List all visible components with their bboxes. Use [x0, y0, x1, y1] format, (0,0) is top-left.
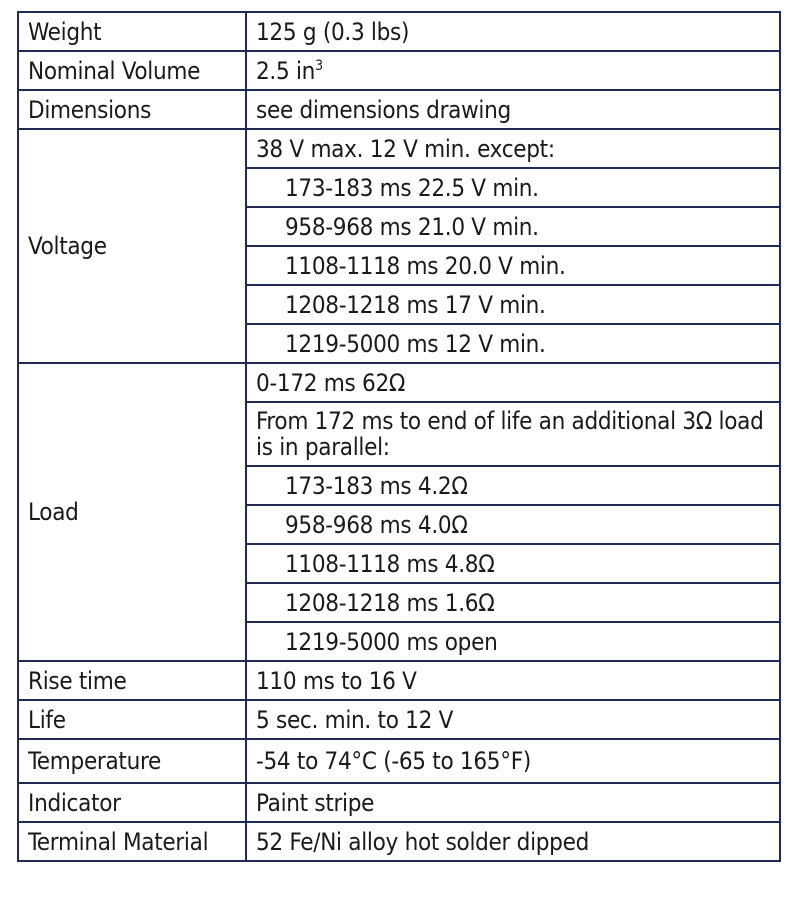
spec-label-rise-time: Rise time — [18, 661, 246, 700]
spec-label-terminal-material: Terminal Material — [18, 822, 246, 861]
spec-value-temperature: -54 to 74°C (-65 to 165°F) — [246, 739, 780, 783]
table-row — [18, 90, 780, 129]
voltage-value-line: 173-183 ms 22.5 V min. — [246, 168, 780, 207]
table-row — [18, 12, 780, 51]
load-value-line: 0-172 ms 62Ω — [246, 363, 780, 402]
voltage-value-line: 38 V max. 12 V min. except: — [246, 129, 780, 168]
spec-label-life: Life — [18, 700, 246, 739]
spec-label-indicator: Indicator — [18, 783, 246, 822]
table-row — [18, 129, 780, 168]
table-row — [18, 822, 780, 861]
spec-value-terminal-material: 52 Fe/Ni alloy hot solder dipped — [246, 822, 780, 861]
voltage-value-line: 1108-1118 ms 20.0 V min. — [246, 246, 780, 285]
table-row — [18, 783, 780, 822]
spec-value-dimensions: see dimensions drawing — [246, 90, 780, 129]
spec-label-weight: Weight — [18, 12, 246, 51]
voltage-value-line: 1208-1218 ms 17 V min. — [246, 285, 780, 324]
cubic-superscript: 3 — [315, 57, 323, 74]
table-row — [18, 700, 780, 739]
load-value-line: From 172 ms to end of life an additional 3Ω load is in parallel: — [246, 402, 780, 466]
voltage-value-line: 1219-5000 ms 12 V min. — [246, 324, 780, 363]
load-value-line: 173-183 ms 4.2Ω — [246, 466, 780, 505]
nominal-volume-value: 2.5 in — [256, 56, 316, 85]
spec-value-rise-time: 110 ms to 16 V — [246, 661, 780, 700]
spec-label-voltage: Voltage — [18, 129, 246, 363]
spec-label-temperature: Temperature — [18, 739, 246, 783]
spec-value-nominal-volume — [246, 51, 780, 90]
load-value-line: 1208-1218 ms 1.6Ω — [246, 583, 780, 622]
spec-value-weight: 125 g (0.3 lbs) — [246, 12, 780, 51]
load-value-line: 1219-5000 ms open — [246, 622, 780, 661]
table-row — [18, 363, 780, 402]
table-row — [18, 739, 780, 783]
table-row — [18, 661, 780, 700]
spec-label-nominal-volume: Nominal Volume — [18, 51, 246, 90]
spec-label-dimensions: Dimensions — [18, 90, 246, 129]
specifications-table — [17, 11, 781, 862]
spec-value-indicator: Paint stripe — [246, 783, 780, 822]
spec-value-life: 5 sec. min. to 12 V — [246, 700, 780, 739]
spec-label-load: Load — [18, 363, 246, 661]
load-value-line: 1108-1118 ms 4.8Ω — [246, 544, 780, 583]
load-value-line: 958-968 ms 4.0Ω — [246, 505, 780, 544]
voltage-value-line: 958-968 ms 21.0 V min. — [246, 207, 780, 246]
table-row — [18, 51, 780, 90]
